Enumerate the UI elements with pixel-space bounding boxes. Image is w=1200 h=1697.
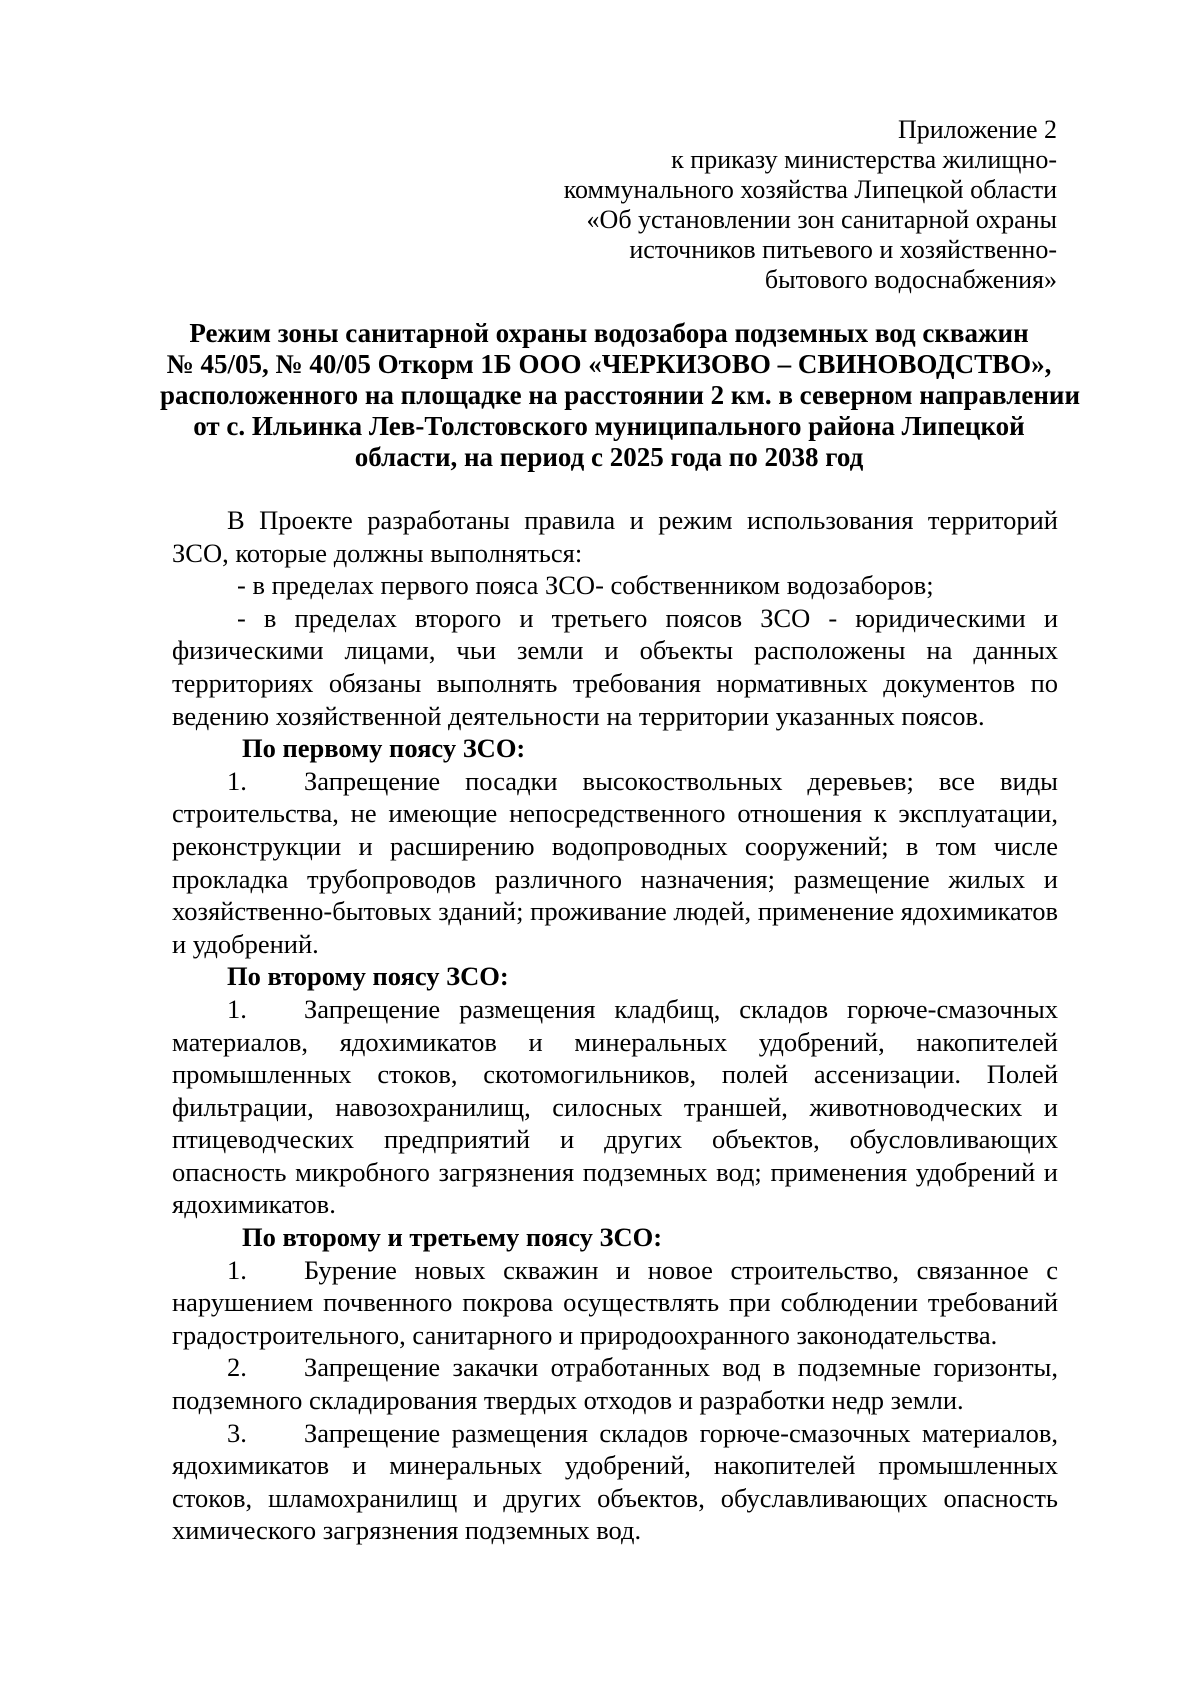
item-number: 2. bbox=[227, 1352, 247, 1383]
title-line: расположенного на площадке на расстоянии 2 км. в северном направлении bbox=[160, 380, 1081, 410]
intro-dash-item: - в пределах второго и третьего поясов ЗСО - юридическими и физическими лицами, чьи земли и объекты расположены на данных территориях обязаны выполнять требования нормативных документов по ведению хозяйственной деятельности на территории указанных поясов. bbox=[172, 602, 1058, 731]
item-number: 1. bbox=[227, 1254, 247, 1285]
list-item bbox=[172, 765, 1058, 961]
document-title bbox=[160, 318, 1081, 473]
appendix-line: бытового водоснабжения» bbox=[764, 265, 1057, 294]
section-heading: По второму поясу ЗСО: bbox=[227, 961, 509, 992]
intro-paragraph: В Проекте разработаны правила и режим использования территорий ЗСО, которые должны выполняться: bbox=[172, 505, 1058, 568]
title-line: № 45/05, № 40/05 Откорм 1Б ООО «ЧЕРКИЗОВО – СВИНОВОДСТВО», bbox=[166, 349, 1052, 379]
list-item bbox=[172, 1254, 1058, 1352]
intro-dash-item: - в пределах первого пояса ЗСО- собственником водозаборов; bbox=[237, 570, 934, 601]
section-heading: По первому поясу ЗСО: bbox=[242, 733, 526, 764]
appendix-line: Приложение 2 bbox=[897, 115, 1057, 144]
list-item bbox=[172, 1351, 1058, 1416]
item-number: 1. bbox=[227, 993, 247, 1024]
item-number: 3. bbox=[227, 1417, 247, 1448]
appendix-header bbox=[564, 115, 1057, 295]
section-heading: По второму и третьему поясу ЗСО: bbox=[242, 1222, 663, 1253]
item-text: Бурение новых скважин и новое строительство, связанное с нарушением почвенного покрова осуществлять при соблюдении требований градостроительного, санитарного и природоохранного законодательства. bbox=[172, 1254, 1058, 1350]
appendix-line: коммунального хозяйства Липецкой области bbox=[563, 175, 1057, 204]
appendix-line: источников питьевого и хозяйственно- bbox=[629, 235, 1057, 264]
item-text: Запрещение закачки отработанных вод в подземные горизонты, подземного складирования твердых отходов и разработки недр земли. bbox=[172, 1352, 1058, 1416]
item-number: 1. bbox=[227, 765, 247, 796]
appendix-line: к приказу министерства жилищно- bbox=[671, 145, 1057, 174]
item-text: Запрещение размещения кладбищ, складов горюче-смазочных материалов, ядохимикатов и минеральных удобрений, накопителей промышленных стоков, скотомогильников, полей ассенизации. Полей фильтрации, навозохранилищ, силосных траншей, животноводческих и птицеводческих предприятий и других объектов, обусловливающих опасность микробного загрязнения подземных вод; применения удобрений и ядохимикатов. bbox=[172, 993, 1058, 1220]
list-item bbox=[172, 993, 1058, 1221]
list-item bbox=[172, 1417, 1058, 1547]
title-line: области, на период с 2025 года по 2038 год bbox=[354, 442, 864, 472]
item-text: Запрещение посадки высокоствольных деревьев; все виды строительства, не имеющие непосредственного отношения к эксплуатации, реконструкции и расширению водопроводных сооружений; в том числе прокладка трубопроводов различного назначения; размещение жилых и хозяйственно-бытовых зданий; проживание людей, применение ядохимикатов и удобрений. bbox=[172, 765, 1058, 959]
title-line: Режим зоны санитарной охраны водозабора подземных вод скважин bbox=[189, 318, 1029, 348]
document-body bbox=[172, 504, 1058, 1547]
appendix-line: «Об установлении зон санитарной охраны bbox=[586, 205, 1057, 234]
item-text: Запрещение размещения складов горюче-смазочных материалов, ядохимикатов и минеральных удобрений, накопителей промышленных стоков, шламохранилищ и других объектов, обуславливающих опасность химического загрязнения подземных вод. bbox=[172, 1417, 1058, 1546]
title-line: от с. Ильинка Лев-Толстовского муниципального района Липецкой bbox=[193, 411, 1025, 441]
